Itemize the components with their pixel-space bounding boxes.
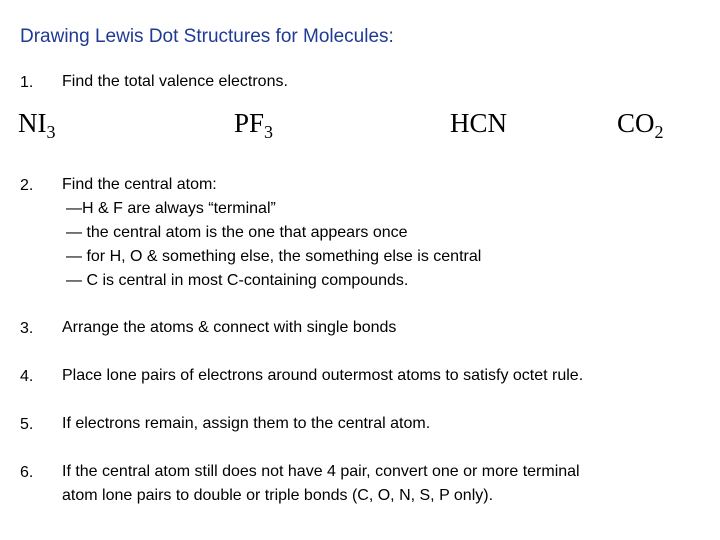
step-1-text: Find the total valence electrons. <box>62 73 288 90</box>
step-2-sub-4: — C is central in most C-containing compounds. <box>66 272 409 289</box>
step-5-number: 5. <box>20 416 34 433</box>
step-2-sub-1: —H & F are always “terminal” <box>66 200 276 217</box>
step-6-block <box>62 460 580 508</box>
step-5-text: If electrons remain, assign them to the central atom. <box>62 415 431 432</box>
step-2-block <box>62 173 481 293</box>
molecule-ni3: $NI_3$ <box>18 108 56 142</box>
step-2-text: Find the central atom: <box>62 176 217 193</box>
step-2-sub-2: — the central atom is the one that appears once <box>66 224 408 241</box>
step-6-text-line-2: atom lone pairs to double or triple bonds (C, O, N, S, P only). <box>62 487 494 504</box>
molecule-pf3: $PF_3$ <box>234 108 274 142</box>
molecule-hcn: HCN <box>450 108 508 138</box>
page-title: Drawing Lewis Dot Structures for Molecules: <box>20 26 394 47</box>
step-2-number: 2. <box>20 177 34 194</box>
step-6-text-line-1: If the central atom still does not have 4 pair, convert one or more terminal <box>62 463 580 480</box>
step-6-number: 6. <box>20 464 34 481</box>
step-2-sub-3: — for H, O & something else, the something else is central <box>66 248 482 265</box>
step-1-number: 1. <box>20 74 34 91</box>
step-3-number: 3. <box>20 320 34 337</box>
molecule-co2: $CO_2$ <box>617 108 664 142</box>
step-4-number: 4. <box>20 368 34 385</box>
step-3-text: Arrange the atoms & connect with single bonds <box>62 319 397 336</box>
step-4-text: Place lone pairs of electrons around outermost atoms to satisfy octet rule. <box>62 367 584 384</box>
